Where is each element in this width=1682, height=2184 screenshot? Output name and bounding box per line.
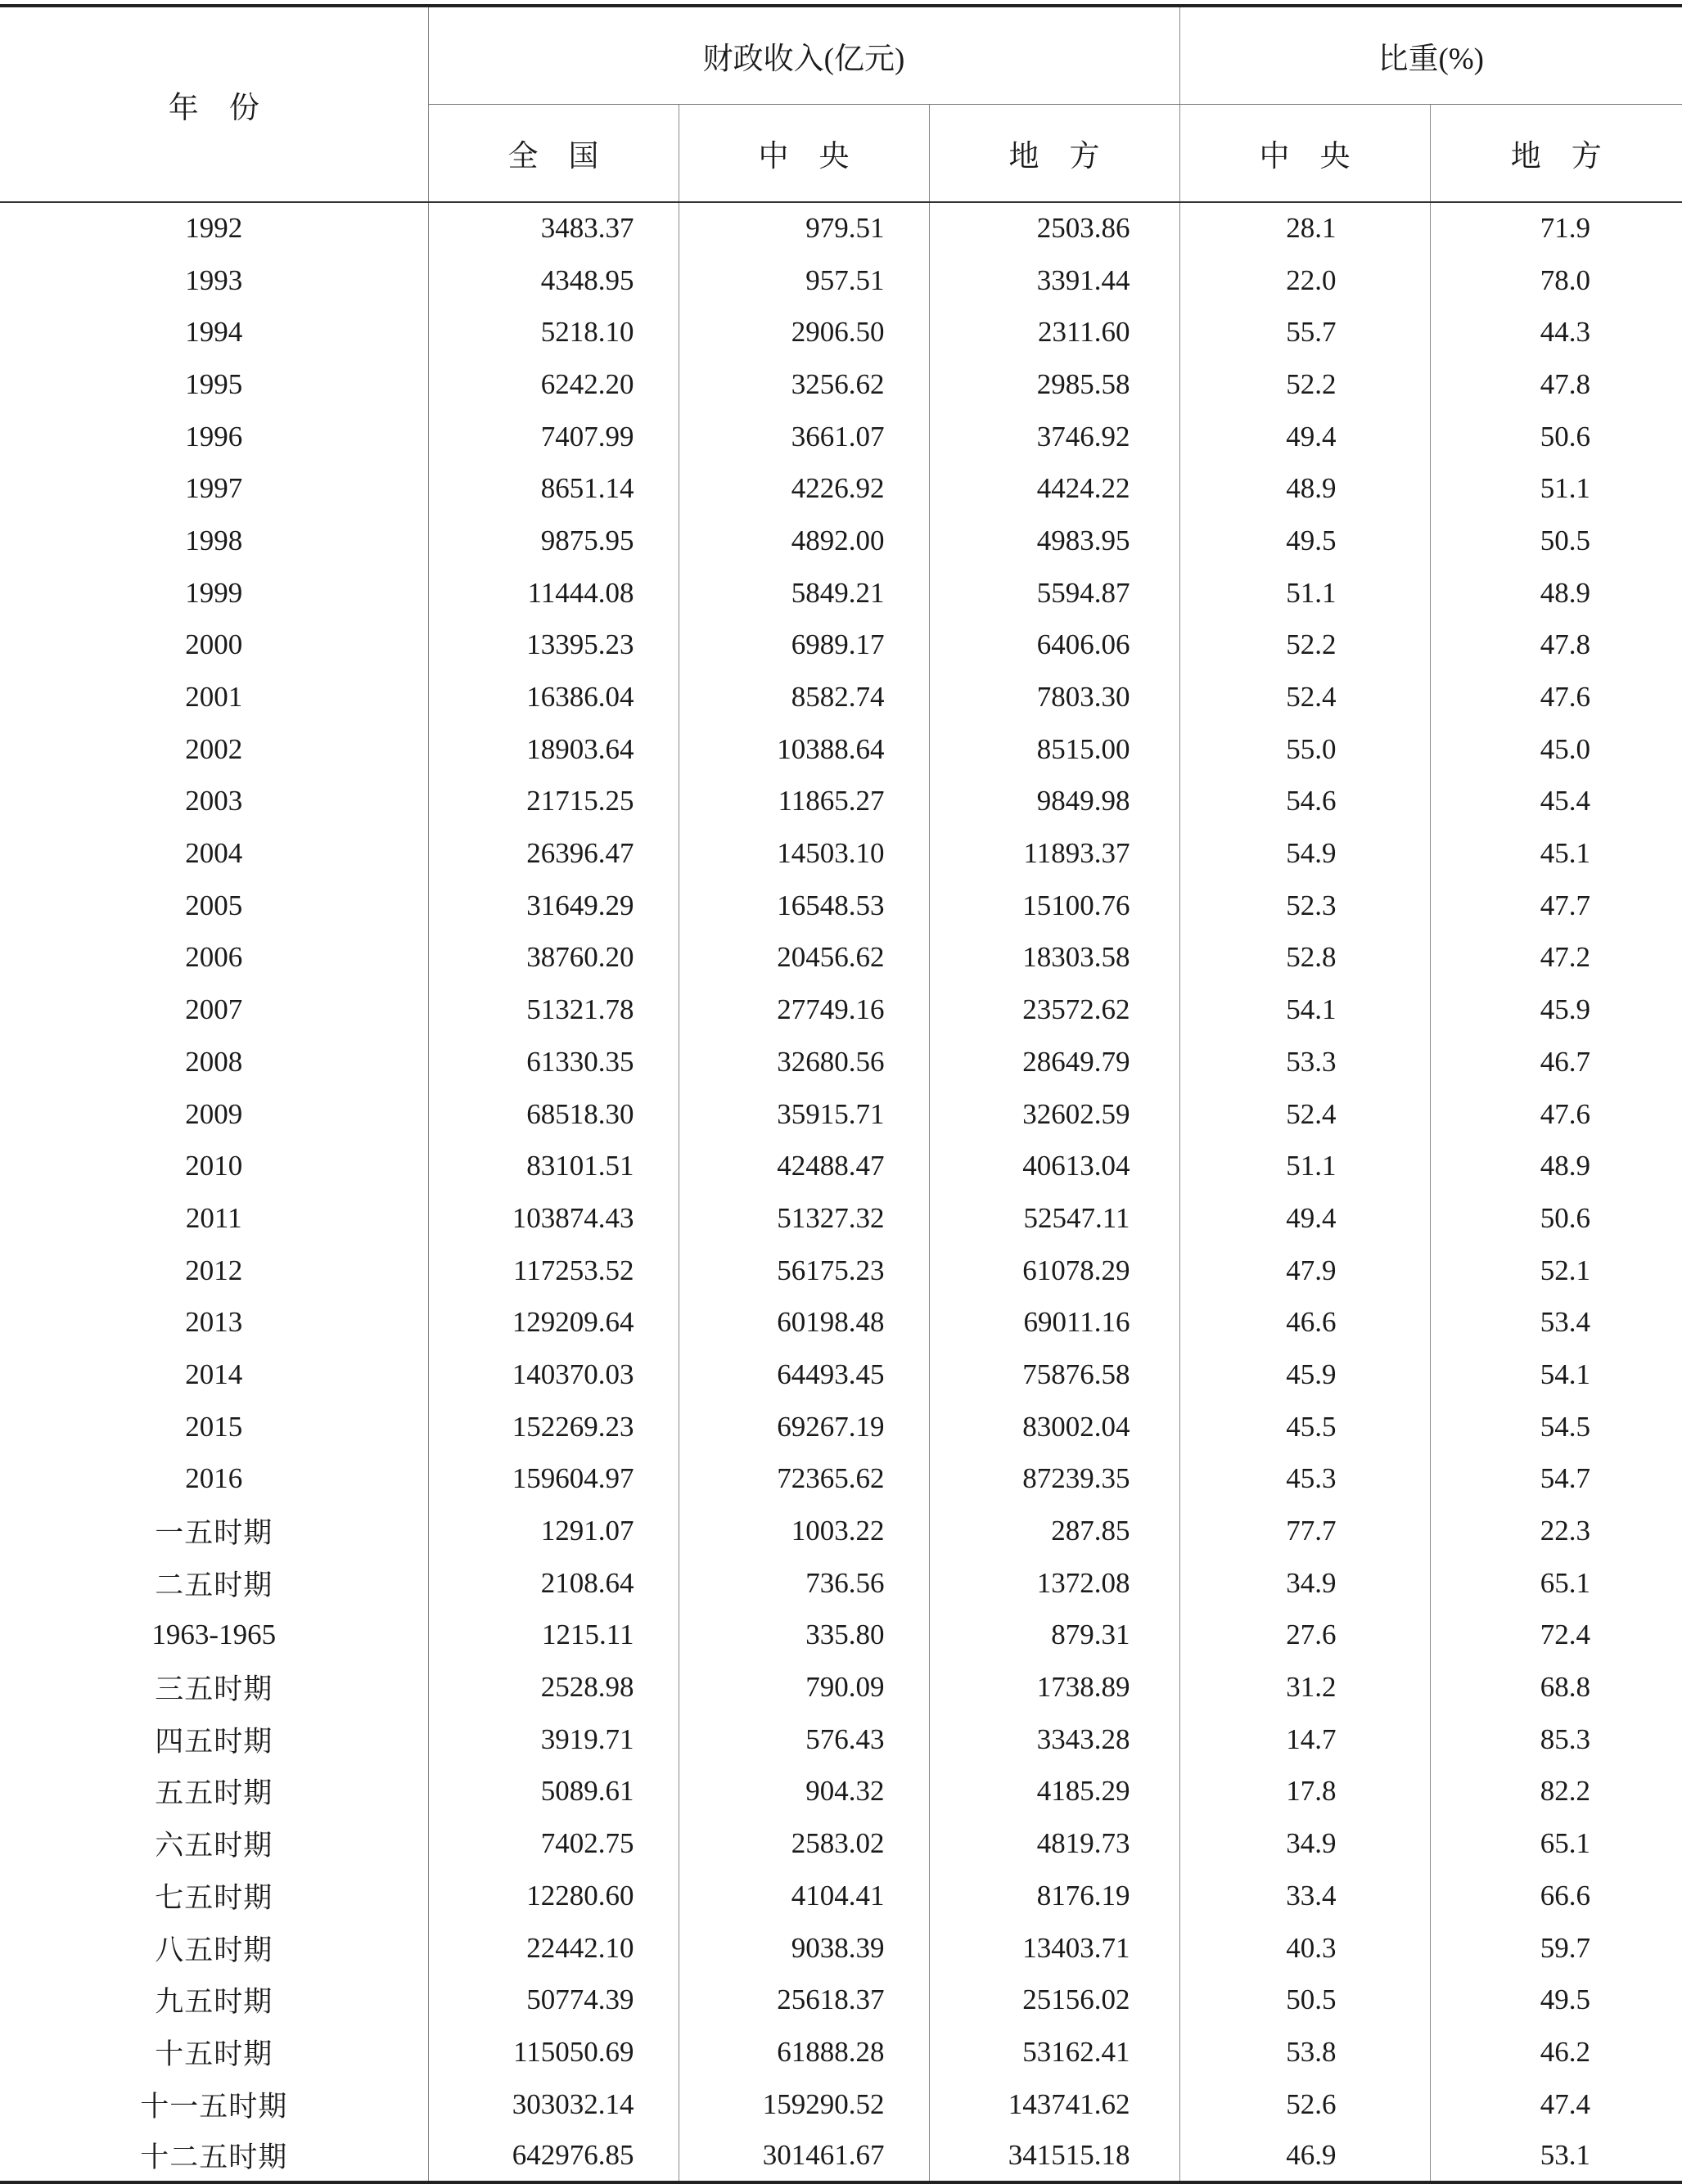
header-local-share: 地 方 — [1430, 105, 1682, 203]
cell-local: 2311.60 — [929, 306, 1179, 358]
header-local: 地 方 — [929, 105, 1179, 203]
cell-local: 3746.92 — [929, 411, 1179, 463]
table-row — [0, 1557, 1682, 1610]
cell-central-share: 48.9 — [1179, 462, 1430, 515]
cell-year: 2001 — [185, 681, 243, 714]
cell-local-share: 47.6 — [1430, 671, 1682, 723]
cell-central: 335.80 — [679, 1610, 929, 1662]
cell-year: 1997 — [185, 472, 243, 505]
cell-year: 1996 — [185, 420, 243, 453]
cell-year: 2000 — [185, 628, 243, 661]
cell-central: 32680.56 — [679, 1036, 929, 1088]
table-row — [0, 880, 1682, 932]
cell-total: 9875.95 — [428, 515, 679, 567]
cell-total: 2528.98 — [428, 1661, 679, 1713]
cell-total: 16386.04 — [428, 671, 679, 723]
cell-total: 1215.11 — [428, 1610, 679, 1662]
cell-year: 七五时期 — [155, 1881, 273, 1914]
cell-total: 140370.03 — [428, 1349, 679, 1401]
cell-year: 一五时期 — [155, 1517, 273, 1550]
cell-year: 1993 — [185, 263, 243, 296]
cell-central: 60198.48 — [679, 1296, 929, 1349]
cell-central: 25618.37 — [679, 1974, 929, 2026]
cell-local-share: 78.0 — [1430, 254, 1682, 307]
cell-central-share: 33.4 — [1179, 1870, 1430, 1922]
cell-central-share: 52.2 — [1179, 619, 1430, 672]
cell-central-share: 52.2 — [1179, 358, 1430, 411]
cell-year: 十一五时期 — [140, 2090, 288, 2123]
cell-total: 12280.60 — [428, 1870, 679, 1922]
cell-local: 53162.41 — [929, 2026, 1179, 2078]
cell-central-share: 45.9 — [1179, 1349, 1430, 1401]
table-row — [0, 827, 1682, 880]
cell-central-share: 40.3 — [1179, 1922, 1430, 1975]
cell-local: 2985.58 — [929, 358, 1179, 411]
cell-year: 2003 — [185, 785, 243, 817]
cell-central: 957.51 — [679, 254, 929, 307]
cell-year: 2011 — [185, 1201, 242, 1234]
cell-local-share: 45.9 — [1430, 984, 1682, 1036]
table-row — [0, 932, 1682, 984]
cell-year: 2015 — [185, 1410, 243, 1443]
cell-local: 3391.44 — [929, 254, 1179, 307]
cell-local-share: 54.1 — [1430, 1349, 1682, 1401]
table-row — [0, 1974, 1682, 2026]
cell-central: 20456.62 — [679, 932, 929, 984]
cell-local-share: 65.1 — [1430, 1817, 1682, 1870]
cell-local-share: 45.0 — [1430, 723, 1682, 776]
cell-local-share: 45.4 — [1430, 776, 1682, 828]
cell-central-share: 34.9 — [1179, 1557, 1430, 1610]
cell-central: 3661.07 — [679, 411, 929, 463]
cell-central: 5849.21 — [679, 567, 929, 619]
cell-year: 1995 — [185, 367, 243, 400]
cell-total: 129209.64 — [428, 1296, 679, 1349]
cell-total: 7402.75 — [428, 1817, 679, 1870]
table-row — [0, 1713, 1682, 1766]
cell-central-share: 52.3 — [1179, 880, 1430, 932]
cell-central-share: 45.3 — [1179, 1453, 1430, 1506]
cell-local-share: 47.4 — [1430, 2078, 1682, 2131]
cell-local: 9849.98 — [929, 776, 1179, 828]
table-row — [0, 411, 1682, 463]
cell-central: 69267.19 — [679, 1401, 929, 1453]
table-row — [0, 2078, 1682, 2131]
cell-total: 117253.52 — [428, 1245, 679, 1297]
cell-year: 2010 — [185, 1150, 243, 1182]
cell-central-share: 52.6 — [1179, 2078, 1430, 2131]
cell-local-share: 53.4 — [1430, 1296, 1682, 1349]
cell-central: 576.43 — [679, 1713, 929, 1766]
cell-local-share: 50.6 — [1430, 411, 1682, 463]
cell-year: 九五时期 — [155, 1986, 273, 2019]
cell-total: 3483.37 — [428, 202, 679, 254]
cell-local: 28649.79 — [929, 1036, 1179, 1088]
header-total: 全 国 — [428, 105, 679, 203]
cell-local-share: 44.3 — [1430, 306, 1682, 358]
cell-year: 2008 — [185, 1045, 243, 1078]
cell-year: 十二五时期 — [140, 2141, 288, 2174]
cell-central: 6989.17 — [679, 619, 929, 672]
cell-total: 2108.64 — [428, 1557, 679, 1610]
cell-local-share: 50.5 — [1430, 515, 1682, 567]
table-row — [0, 1401, 1682, 1453]
cell-total: 7407.99 — [428, 411, 679, 463]
cell-central-share: 55.7 — [1179, 306, 1430, 358]
table-row — [0, 202, 1682, 254]
cell-local-share: 66.6 — [1430, 1870, 1682, 1922]
cell-local-share: 59.7 — [1430, 1922, 1682, 1975]
cell-central: 159290.52 — [679, 2078, 929, 2131]
cell-local-share: 52.1 — [1430, 1245, 1682, 1297]
cell-central: 61888.28 — [679, 2026, 929, 2078]
cell-local: 4185.29 — [929, 1766, 1179, 1818]
cell-central: 736.56 — [679, 1557, 929, 1610]
cell-local: 32602.59 — [929, 1088, 1179, 1141]
cell-central-share: 31.2 — [1179, 1661, 1430, 1713]
cell-total: 303032.14 — [428, 2078, 679, 2131]
cell-local: 11893.37 — [929, 827, 1179, 880]
header-year: 年 份 — [0, 6, 428, 202]
cell-local-share: 51.1 — [1430, 462, 1682, 515]
cell-total: 115050.69 — [428, 2026, 679, 2078]
cell-local: 287.85 — [929, 1505, 1179, 1557]
cell-local: 6406.06 — [929, 619, 1179, 672]
table-row — [0, 1505, 1682, 1557]
cell-local: 341515.18 — [929, 2130, 1179, 2182]
cell-total: 1291.07 — [428, 1505, 679, 1557]
cell-total: 83101.51 — [428, 1140, 679, 1192]
cell-year: 四五时期 — [155, 1725, 273, 1758]
cell-central-share: 34.9 — [1179, 1817, 1430, 1870]
cell-year: 2005 — [185, 889, 243, 921]
cell-central-share: 53.3 — [1179, 1036, 1430, 1088]
table-row — [0, 2026, 1682, 2078]
cell-local-share: 22.3 — [1430, 1505, 1682, 1557]
header-row-groups — [0, 6, 1682, 105]
cell-total: 4348.95 — [428, 254, 679, 307]
cell-central-share: 17.8 — [1179, 1766, 1430, 1818]
cell-year: 2014 — [185, 1358, 243, 1390]
cell-total: 68518.30 — [428, 1088, 679, 1141]
cell-local-share: 47.2 — [1430, 932, 1682, 984]
cell-total: 13395.23 — [428, 619, 679, 672]
cell-central-share: 55.0 — [1179, 723, 1430, 776]
cell-central-share: 52.8 — [1179, 932, 1430, 984]
cell-local-share: 49.5 — [1430, 1974, 1682, 2026]
cell-central-share: 52.4 — [1179, 1088, 1430, 1141]
table-body — [0, 202, 1682, 2182]
cell-central-share: 47.9 — [1179, 1245, 1430, 1297]
cell-central: 56175.23 — [679, 1245, 929, 1297]
table-row — [0, 306, 1682, 358]
cell-central: 42488.47 — [679, 1140, 929, 1192]
cell-local-share: 65.1 — [1430, 1557, 1682, 1610]
cell-central-share: 49.4 — [1179, 411, 1430, 463]
cell-local-share: 54.7 — [1430, 1453, 1682, 1506]
cell-total: 11444.08 — [428, 567, 679, 619]
cell-year: 1963-1965 — [151, 1619, 277, 1651]
cell-total: 5218.10 — [428, 306, 679, 358]
cell-year: 1998 — [185, 524, 243, 556]
cell-central-share: 54.1 — [1179, 984, 1430, 1036]
cell-total: 8651.14 — [428, 462, 679, 515]
cell-local: 1738.89 — [929, 1661, 1179, 1713]
cell-local: 83002.04 — [929, 1401, 1179, 1453]
table-row — [0, 358, 1682, 411]
cell-local: 25156.02 — [929, 1974, 1179, 2026]
cell-year: 三五时期 — [155, 1673, 273, 1706]
cell-local: 61078.29 — [929, 1245, 1179, 1297]
cell-local-share: 47.8 — [1430, 358, 1682, 411]
cell-total: 50774.39 — [428, 1974, 679, 2026]
cell-central-share: 28.1 — [1179, 202, 1430, 254]
cell-local-share: 46.7 — [1430, 1036, 1682, 1088]
table-row — [0, 1192, 1682, 1245]
cell-central: 27749.16 — [679, 984, 929, 1036]
cell-local-share: 47.7 — [1430, 880, 1682, 932]
cell-central-share: 50.5 — [1179, 1974, 1430, 2026]
cell-central-share: 54.9 — [1179, 827, 1430, 880]
header-central: 中 央 — [679, 105, 929, 203]
table-row — [0, 515, 1682, 567]
cell-local: 87239.35 — [929, 1453, 1179, 1506]
cell-local-share: 48.9 — [1430, 567, 1682, 619]
cell-central: 64493.45 — [679, 1349, 929, 1401]
cell-central: 35915.71 — [679, 1088, 929, 1141]
table-row — [0, 1817, 1682, 1870]
cell-central: 11865.27 — [679, 776, 929, 828]
cell-central: 790.09 — [679, 1661, 929, 1713]
cell-total: 152269.23 — [428, 1401, 679, 1453]
cell-central-share: 51.1 — [1179, 567, 1430, 619]
cell-central: 8582.74 — [679, 671, 929, 723]
cell-total: 159604.97 — [428, 1453, 679, 1506]
cell-local-share: 45.1 — [1430, 827, 1682, 880]
cell-total: 22442.10 — [428, 1922, 679, 1975]
cell-central-share: 46.6 — [1179, 1296, 1430, 1349]
cell-central-share: 49.4 — [1179, 1192, 1430, 1245]
cell-central: 904.32 — [679, 1766, 929, 1818]
cell-local: 75876.58 — [929, 1349, 1179, 1401]
cell-local-share: 47.8 — [1430, 619, 1682, 672]
cell-local-share: 48.9 — [1430, 1140, 1682, 1192]
cell-local-share: 85.3 — [1430, 1713, 1682, 1766]
cell-local: 2503.86 — [929, 202, 1179, 254]
cell-central-share: 54.6 — [1179, 776, 1430, 828]
table-row — [0, 1349, 1682, 1401]
cell-year: 五五时期 — [155, 1777, 273, 1810]
cell-year: 六五时期 — [155, 1830, 273, 1862]
cell-local-share: 53.1 — [1430, 2130, 1682, 2182]
table-row — [0, 984, 1682, 1036]
cell-total: 21715.25 — [428, 776, 679, 828]
cell-central: 9038.39 — [679, 1922, 929, 1975]
cell-year: 2002 — [185, 732, 243, 765]
cell-local: 40613.04 — [929, 1140, 1179, 1192]
cell-local-share: 72.4 — [1430, 1610, 1682, 1662]
cell-year: 1999 — [185, 576, 243, 609]
cell-total: 6242.20 — [428, 358, 679, 411]
cell-central: 16548.53 — [679, 880, 929, 932]
cell-year: 2016 — [185, 1462, 243, 1495]
cell-local: 8515.00 — [929, 723, 1179, 776]
cell-central: 4226.92 — [679, 462, 929, 515]
cell-year: 2004 — [185, 837, 243, 870]
header-share-group: 比重(%) — [1179, 6, 1682, 105]
cell-year: 二五时期 — [155, 1569, 273, 1601]
cell-central: 1003.22 — [679, 1505, 929, 1557]
cell-year: 八五时期 — [155, 1934, 273, 1966]
table-row — [0, 1140, 1682, 1192]
cell-local-share: 46.2 — [1430, 2026, 1682, 2078]
cell-local: 15100.76 — [929, 880, 1179, 932]
cell-local: 7803.30 — [929, 671, 1179, 723]
cell-total: 103874.43 — [428, 1192, 679, 1245]
cell-total: 18903.64 — [428, 723, 679, 776]
table-row — [0, 462, 1682, 515]
cell-central-share: 77.7 — [1179, 1505, 1430, 1557]
cell-year: 十五时期 — [155, 2038, 273, 2070]
cell-central-share: 51.1 — [1179, 1140, 1430, 1192]
cell-local: 1372.08 — [929, 1557, 1179, 1610]
table-row — [0, 723, 1682, 776]
cell-total: 5089.61 — [428, 1766, 679, 1818]
table-row — [0, 1870, 1682, 1922]
cell-central: 301461.67 — [679, 2130, 929, 2182]
cell-local: 69011.16 — [929, 1296, 1179, 1349]
table-header — [0, 6, 1682, 202]
table-row — [0, 1610, 1682, 1662]
cell-central: 4892.00 — [679, 515, 929, 567]
cell-local-share: 54.5 — [1430, 1401, 1682, 1453]
table-row — [0, 619, 1682, 672]
cell-central: 51327.32 — [679, 1192, 929, 1245]
cell-local-share: 47.6 — [1430, 1088, 1682, 1141]
cell-local: 3343.28 — [929, 1713, 1179, 1766]
cell-total: 38760.20 — [428, 932, 679, 984]
cell-local: 4983.95 — [929, 515, 1179, 567]
table-row — [0, 1036, 1682, 1088]
cell-total: 26396.47 — [428, 827, 679, 880]
cell-central-share: 53.8 — [1179, 2026, 1430, 2078]
cell-central: 979.51 — [679, 202, 929, 254]
cell-local-share: 68.8 — [1430, 1661, 1682, 1713]
cell-local: 8176.19 — [929, 1870, 1179, 1922]
table-row — [0, 254, 1682, 307]
cell-year: 2013 — [185, 1306, 243, 1339]
table-row — [0, 2130, 1682, 2182]
cell-total: 642976.85 — [428, 2130, 679, 2182]
cell-central-share: 49.5 — [1179, 515, 1430, 567]
header-central-share: 中 央 — [1179, 105, 1430, 203]
cell-local-share: 82.2 — [1430, 1766, 1682, 1818]
table-row — [0, 1661, 1682, 1713]
header-revenue-group: 财政收入(亿元) — [428, 6, 1179, 105]
cell-central: 2583.02 — [679, 1817, 929, 1870]
table-row — [0, 1453, 1682, 1506]
cell-local-share: 50.6 — [1430, 1192, 1682, 1245]
table-row — [0, 1766, 1682, 1818]
table-row — [0, 1245, 1682, 1297]
cell-total: 61330.35 — [428, 1036, 679, 1088]
cell-year: 2006 — [185, 941, 243, 974]
cell-year: 1992 — [185, 212, 243, 245]
cell-central-share: 46.9 — [1179, 2130, 1430, 2182]
cell-central-share: 52.4 — [1179, 671, 1430, 723]
cell-total: 3919.71 — [428, 1713, 679, 1766]
cell-local: 52547.11 — [929, 1192, 1179, 1245]
table-row — [0, 1088, 1682, 1141]
fiscal-revenue-table — [0, 4, 1682, 2184]
cell-local: 4424.22 — [929, 462, 1179, 515]
cell-local: 18303.58 — [929, 932, 1179, 984]
cell-year: 2012 — [185, 1254, 243, 1286]
cell-central: 14503.10 — [679, 827, 929, 880]
cell-central-share: 45.5 — [1179, 1401, 1430, 1453]
cell-local: 13403.71 — [929, 1922, 1179, 1975]
cell-central: 2906.50 — [679, 306, 929, 358]
cell-local: 143741.62 — [929, 2078, 1179, 2131]
cell-central: 4104.41 — [679, 1870, 929, 1922]
cell-year: 2007 — [185, 993, 243, 1026]
cell-total: 31649.29 — [428, 880, 679, 932]
cell-central: 10388.64 — [679, 723, 929, 776]
cell-central: 72365.62 — [679, 1453, 929, 1506]
cell-year: 1994 — [185, 316, 243, 349]
table-row — [0, 567, 1682, 619]
cell-central-share: 27.6 — [1179, 1610, 1430, 1662]
cell-local: 4819.73 — [929, 1817, 1179, 1870]
cell-central: 3256.62 — [679, 358, 929, 411]
cell-local-share: 71.9 — [1430, 202, 1682, 254]
cell-year: 2009 — [185, 1097, 243, 1130]
cell-local: 879.31 — [929, 1610, 1179, 1662]
cell-central-share: 22.0 — [1179, 254, 1430, 307]
table-row — [0, 1296, 1682, 1349]
cell-total: 51321.78 — [428, 984, 679, 1036]
table-row — [0, 776, 1682, 828]
table-row — [0, 671, 1682, 723]
cell-central-share: 14.7 — [1179, 1713, 1430, 1766]
cell-local: 5594.87 — [929, 567, 1179, 619]
cell-local: 23572.62 — [929, 984, 1179, 1036]
table-row — [0, 1922, 1682, 1975]
